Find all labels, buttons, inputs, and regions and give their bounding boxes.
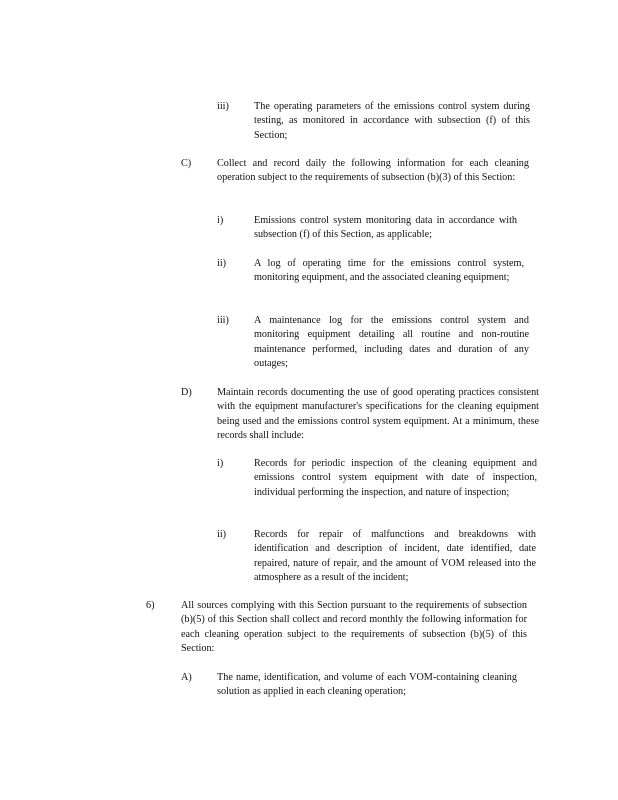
item-text: Collect and record daily the following information for each cleaning operation subject to the requirements of subsection (b)(3) of this Section:	[217, 158, 529, 184]
item-text: Records for repair of malfunctions and breakdowns with identification and description of incident, date identified, date repaired, nature of repair, and the amount of VOM released into the atmosphere as a result of the incident;	[254, 529, 536, 583]
item-label: i)	[217, 458, 224, 469]
item-label: D)	[181, 387, 192, 398]
item-label: A)	[181, 672, 192, 683]
item-label: i)	[217, 215, 224, 226]
item-text: A maintenance log for the emissions control system and monitoring equipment detailing all routine and non-routine maintenance performed, including dates and duration of any outages;	[254, 315, 529, 369]
item-text: The name, identification, and volume of each VOM-containing cleaning solution as applied in each cleaning operation;	[217, 672, 517, 698]
item-text: Records for periodic inspection of the cleaning equipment and emissions control system equipment with date of inspection, individual performing the inspection, and nature of inspection;	[254, 458, 537, 498]
item-text: The operating parameters of the emissions control system during testing, as monitored in accordance with subsection (f) of this Section;	[254, 101, 530, 141]
item-text: All sources complying with this Section pursuant to the requirements of subsection (b)(5) of this Section shall collect and record monthly the following information for each cleaning operation subject to the requirements of subsection (b)(5) of this Section:	[181, 600, 527, 654]
item-label: iii)	[217, 315, 229, 326]
item-label: C)	[181, 158, 192, 169]
item-text: A log of operating time for the emissions control system, monitoring equipment, and the associated cleaning equipment;	[254, 258, 524, 284]
item-text: Emissions control system monitoring data in accordance with subsection (f) of this Section, as applicable;	[254, 215, 517, 241]
item-label: 6)	[146, 600, 155, 611]
item-label: ii)	[217, 258, 227, 269]
item-label: iii)	[217, 101, 229, 112]
item-label: ii)	[217, 529, 227, 540]
item-text: Maintain records documenting the use of good operating practices consistent with the equipment manufacturer's specifications for the cleaning equipment being used and the emissions control system equipment. At a minimum, these records shall include:	[217, 387, 539, 441]
